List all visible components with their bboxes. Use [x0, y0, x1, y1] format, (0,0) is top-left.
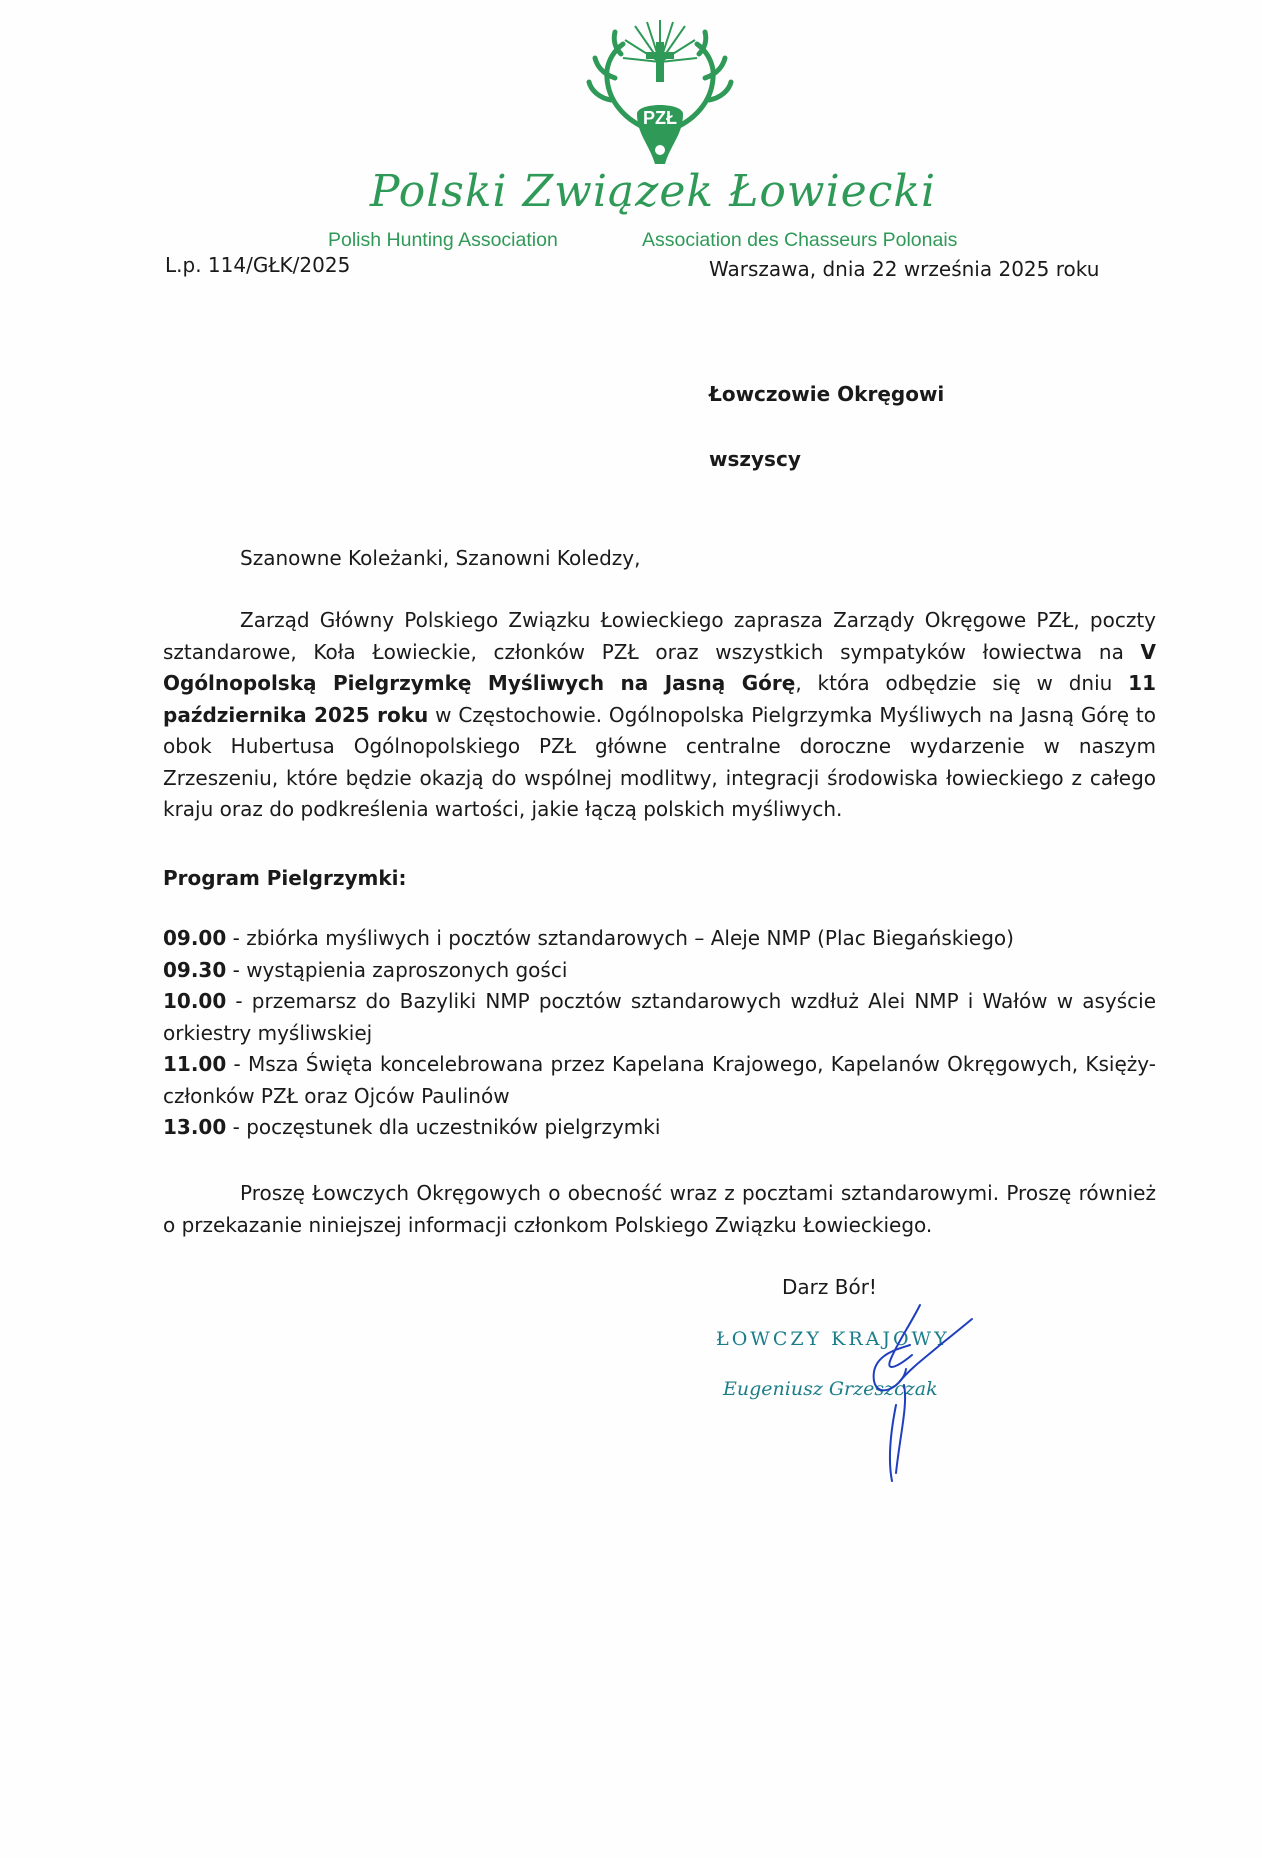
body-paragraph: Zarząd Główny Polskiego Związku Łowieckiego zaprasza Zarządy Okręgowe PZŁ, poczty sztandarowe, Koła Łowieckie, członków PZŁ oraz wszystkich sympatyków łowiectwa na V Ogólnopolską Pielgrzymkę Myśliwych na Jasną Górę, która odbędzie się w dniu 11 października 2025 roku w Częstochowie. Ogólnopolska Pielgrzymka Myśliwych na Jasną Górę to obok Hubertusa Ogólnopolskiego PZŁ główne centralne doroczne wydarzenie w naszym Zrzeszeniu, które będzie okazją do wspólnej modlitwy, integracji środowiska łowieckiego z całego kraju oraz do podkreślenia wartości, jakie łączą polskich myśliwych.: [163, 608, 1157, 821]
pzl-emblem-logo: [585, 18, 735, 166]
recipient-line-1: Łowczowie Okręgowi: [709, 382, 945, 406]
closing-greeting: Darz Bór!: [782, 1275, 877, 1299]
program-item: 09.00 - zbiórka myśliwych i pocztów sztandarowych – Aleje NMP (Plac Biegańskiego): [163, 926, 1014, 950]
organization-name: Polski Związek Łowiecki: [369, 166, 937, 217]
program-title: Program Pielgrzymki:: [163, 866, 407, 890]
stamp-title: ŁOWCZY KRAJOWY: [716, 1328, 950, 1350]
program-item: 11.00 - Msza Święta koncelebrowana przez Kapelana Krajowego, Kapelanów Okręgowych, Księży-członków PZŁ oraz Ojców Paulinów: [163, 1052, 1156, 1108]
emblem-text: PZŁ: [643, 108, 677, 128]
recipient-line-2: wszyscy: [709, 447, 801, 471]
subtitle-english: Polish Hunting Association: [328, 229, 558, 251]
program-list: [163, 923, 1156, 1144]
stamp-name: Eugeniusz Grzeszczak: [723, 1378, 938, 1400]
program-item: 10.00 - przemarsz do Bazyliki NMP pocztów sztandarowych wzdłuż Alei NMP i Wałów w asyście orkiestry myśliwskiej: [163, 989, 1156, 1045]
subtitle-french: Association des Chasseurs Polonais: [642, 229, 958, 251]
program-item: 09.30 - wystąpienia zaproszonych gości: [163, 957, 568, 982]
reference-number: L.p. 114/GŁK/2025: [165, 253, 351, 277]
program-item: 13.00 - poczęstunek dla uczestników pielgrzymki: [163, 1115, 661, 1139]
closing-paragraph: Proszę Łowczych Okręgowych o obecność wraz z pocztami sztandarowymi. Proszę również o przekazanie niniejszej informacji członkom Polskiego Związku Łowieckiego.: [163, 1181, 1156, 1237]
place-and-date: Warszawa, dnia 22 września 2025 roku: [709, 257, 1100, 281]
handwritten-signature: [800, 1285, 1000, 1485]
event-date: 11 października 2025 roku: [163, 671, 1157, 727]
event-name: V Ogólnopolską Pielgrzymkę Myśliwych na Jasną Górę: [163, 639, 1156, 695]
salutation: Szanowne Koleżanki, Szanowni Koledzy,: [240, 546, 641, 570]
